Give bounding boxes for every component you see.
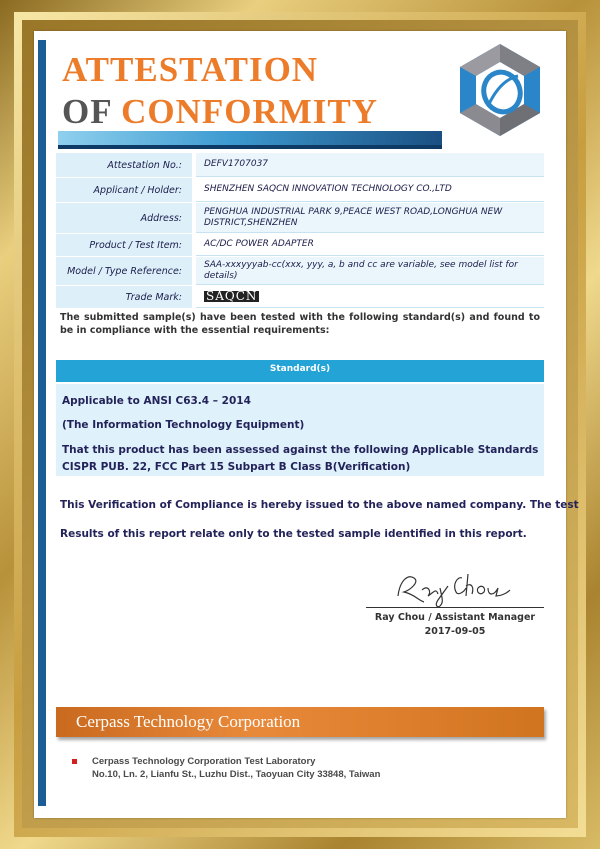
field-row-address — [56, 203, 544, 233]
handwritten-signature — [388, 566, 518, 608]
verification-text: This Verification of Compliance is hereby issued to the above named company. The test — [60, 499, 579, 511]
field-value: AC/DC POWER ADAPTER — [196, 234, 544, 256]
field-value: DEFV1707037 — [196, 153, 544, 177]
verification-text: Results of this report relate only to the tested sample identified in this report. — [60, 528, 527, 540]
field-value: SHENZHEN SAQCN INNOVATION TECHNOLOGY CO.,LTD — [196, 178, 544, 202]
field-value — [196, 286, 544, 308]
standards-header: Standard(s) — [56, 360, 544, 382]
intro-statement: The submitted sample(s) have been tested with the following standard(s) and found to be in compliance with the essential requirements: — [60, 312, 540, 336]
signature-date: 2017-09-05 — [424, 626, 486, 637]
field-value: PENGHUA INDUSTRIAL PARK 9,PEACE WEST ROAD,LONGHUA NEW DISTRICT,SHENZHEN — [196, 203, 544, 233]
field-row-trademark — [56, 286, 544, 308]
company-name: Cerpass Technology Corporation — [76, 712, 301, 731]
field-row-product — [56, 234, 544, 256]
field-row-attestation-no — [56, 153, 544, 177]
standards-line: CISPR PUB. 22, FCC Part 15 Subpart B Class B(Verification) — [62, 461, 411, 473]
left-accent-bar — [38, 40, 46, 806]
title-underline-shadow — [58, 145, 442, 149]
lab-address: No.10, Ln. 2, Lianfu St., Luzhu Dist., Taoyuan City 33848, Taiwan — [92, 769, 381, 780]
standards-line: (The Information Technology Equipment) — [62, 419, 305, 431]
field-row-applicant — [56, 178, 544, 202]
field-label: Model / Type Reference: — [56, 257, 192, 285]
field-label: Trade Mark: — [56, 286, 192, 308]
field-label: Address: — [56, 203, 192, 233]
field-row-model — [56, 257, 544, 285]
title-underline-bar — [58, 131, 442, 145]
cerpass-logo-icon — [452, 40, 548, 140]
title-conformity: CONFORMITY — [121, 92, 378, 131]
field-label: Attestation No.: — [56, 153, 192, 177]
standards-line: Applicable to ANSI C63.4 – 2014 — [62, 395, 251, 407]
title-attestation: ATTESTATION — [62, 50, 319, 89]
title-of: OF — [62, 92, 112, 131]
lab-info — [92, 755, 380, 781]
trademark-mark: SAQCN — [206, 289, 258, 303]
bullet-icon — [72, 759, 77, 764]
standards-line: That this product has been assessed against the following Applicable Standards — [62, 444, 539, 456]
title-of-conformity — [62, 92, 378, 132]
signature-line — [366, 607, 544, 608]
signatory-name: Ray Chou / Assistant Manager — [374, 612, 536, 623]
field-label: Product / Test Item: — [56, 234, 192, 256]
field-value: SAA-xxxyyyab-cc(xxx, yyy, a, b and cc are variable, see model list for details) — [196, 257, 544, 285]
lab-name: Cerpass Technology Corporation Test Laboratory — [92, 756, 316, 767]
field-label: Applicant / Holder: — [56, 178, 192, 202]
